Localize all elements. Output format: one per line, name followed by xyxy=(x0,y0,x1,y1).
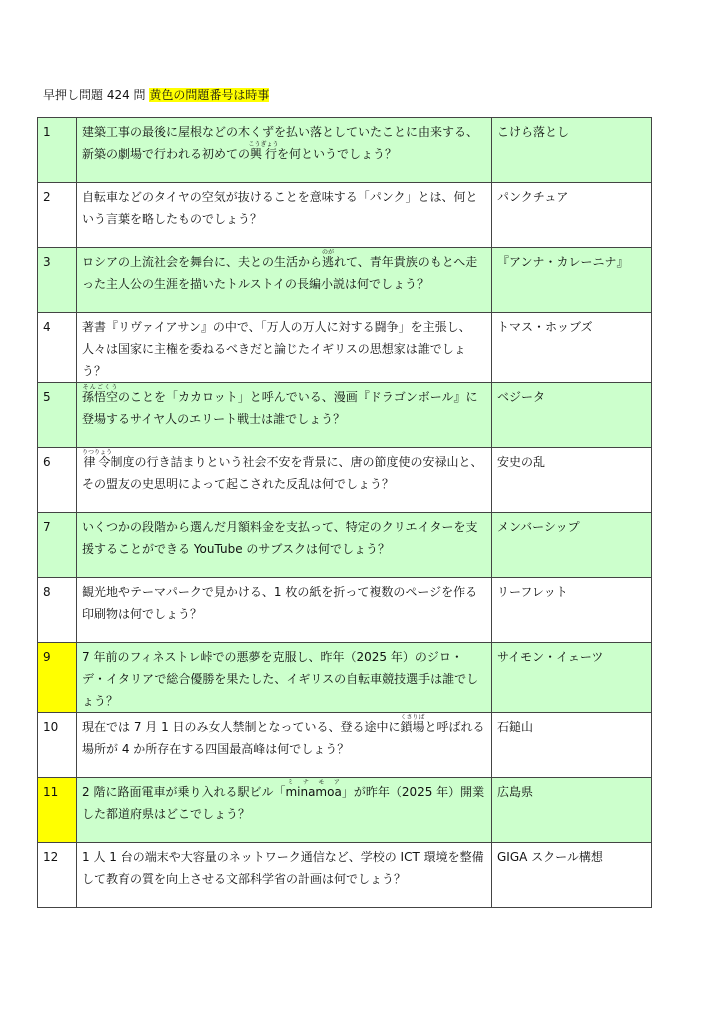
question-number: 11 xyxy=(38,778,77,843)
question-text-part: 建築工事の最後に屋根などの木くずを払い落としていたことに由来する、新築の劇場で行われる初めての xyxy=(82,125,479,161)
furigana-ruby xyxy=(82,449,113,469)
ruby-base: 孫悟空 xyxy=(82,390,119,404)
question-number: 12 xyxy=(38,843,77,908)
ruby-reading: こうぎょう xyxy=(248,141,279,148)
answer-text: 安史の乱 xyxy=(492,448,652,513)
question-text-part: いくつかの段階から選んだ月額料金を支払って、特定のクリエイターを支援することができる YouTube のサブスクは何でしょう？ xyxy=(82,520,478,556)
question-text xyxy=(77,448,492,513)
question-text-part: 2 階に路面電車が乗り入れる駅ビル「 xyxy=(82,785,286,799)
furigana-ruby xyxy=(82,384,119,404)
question-text xyxy=(77,643,492,713)
question-text-part: を何というでしょう？ xyxy=(277,147,398,161)
answer-text: GIGA スクール構想 xyxy=(492,843,652,908)
question-number: 1 xyxy=(38,118,77,183)
question-text xyxy=(77,578,492,643)
quiz-table-body xyxy=(38,118,652,908)
question-number: 8 xyxy=(38,578,77,643)
quiz-row xyxy=(38,313,652,383)
ruby-base: minamoa xyxy=(285,785,342,799)
question-number: 7 xyxy=(38,513,77,578)
question-text-part: 著書『リヴァイアサン』の中で、「万人の万人に対する闘争」を主張し、人々は国家に主権を委ねるべきだと論じたイギリスの思想家は誰でしょう？ xyxy=(82,320,471,378)
ruby-base: 鎖場 xyxy=(400,720,425,734)
answer-text: 石鎚山 xyxy=(492,713,652,778)
quiz-row xyxy=(38,118,652,183)
question-text-part: 制度の行き詰まりという社会不安を背景に、唐の節度使の安禄山と、その盟友の史思明によって起こされた反乱は何でしょう？ xyxy=(82,455,483,491)
question-text-part: 観光地やテーマパークで見かける、1 枚の紙を折って複数のページを作る印刷物は何でしょう？ xyxy=(82,585,478,621)
answer-text: 『アンナ・カレーニナ』 xyxy=(492,248,652,313)
ruby-reading: りつりょう xyxy=(82,449,113,456)
question-text xyxy=(77,778,492,843)
question-text-part: と呼ばれる場所が 4 か所存在する四国最高峰は何でしょう？ xyxy=(82,720,485,756)
ruby-reading: ミ ナ モ ア xyxy=(285,779,342,786)
quiz-row xyxy=(38,578,652,643)
question-number: 5 xyxy=(38,383,77,448)
question-number: 6 xyxy=(38,448,77,513)
question-text xyxy=(77,513,492,578)
question-text-part: 現在では 7 月 1 日のみ女人禁制となっている、登る途中に xyxy=(82,720,401,734)
question-text-part: 7 年前のフィネストレ峠での悪夢を克服し、昨年（2025 年）のジロ・デ・イタリアで総合優勝を果たした、イギリスの自転車競技選手は誰でしょう？ xyxy=(82,650,479,708)
quiz-row xyxy=(38,713,652,778)
ruby-reading: くさりば xyxy=(400,714,425,721)
page-header xyxy=(43,87,269,103)
ruby-base: 逃 xyxy=(322,255,335,269)
question-number: 9 xyxy=(38,643,77,713)
question-number: 10 xyxy=(38,713,77,778)
question-text xyxy=(77,313,492,383)
quiz-row xyxy=(38,843,652,908)
answer-text: リーフレット xyxy=(492,578,652,643)
furigana-ruby xyxy=(322,249,335,269)
question-text-part: 自転車などのタイヤの空気が抜けることを意味する「パンク」とは、何という言葉を略したものでしょう？ xyxy=(82,190,478,226)
question-text-part: ロシアの上流社会を舞台に、夫との生活から xyxy=(82,255,323,269)
question-text-part: 1 人 1 台の端末や大容量のネットワーク通信など、学校の ICT 環境を整備して教育の質を向上させる文部科学省の計画は何でしょう？ xyxy=(82,850,484,886)
quiz-row xyxy=(38,513,652,578)
answer-text: メンバーシップ xyxy=(492,513,652,578)
ruby-reading: のが xyxy=(322,249,335,256)
quiz-row xyxy=(38,383,652,448)
question-number: 4 xyxy=(38,313,77,383)
header-highlight-note: 黄色の問題番号は時事 xyxy=(149,88,270,102)
quiz-row xyxy=(38,448,652,513)
header-title: 早押し問題 424 問 xyxy=(43,88,146,102)
question-text-part: 」が昨年（2025 年）開業した都道府県はどこでしょう？ xyxy=(82,785,485,821)
answer-text: 広島県 xyxy=(492,778,652,843)
answer-text: トマス・ホッブズ xyxy=(492,313,652,383)
question-text-part: のことを「カカロット」と呼んでいる、漫画『ドラゴンボール』に登場するサイヤ人のエリート戦士は誰でしょう？ xyxy=(82,390,478,426)
quiz-row xyxy=(38,778,652,843)
ruby-reading: そんごくう xyxy=(82,384,119,391)
answer-text: サイモン・イェーツ xyxy=(492,643,652,713)
quiz-row xyxy=(38,183,652,248)
furigana-ruby xyxy=(285,779,342,799)
question-number: 3 xyxy=(38,248,77,313)
question-text xyxy=(77,248,492,313)
quiz-row xyxy=(38,248,652,313)
question-number: 2 xyxy=(38,183,77,248)
quiz-row xyxy=(38,643,652,713)
ruby-base: 律令 xyxy=(82,455,113,469)
question-text xyxy=(77,183,492,248)
answer-text: パンクチュア xyxy=(492,183,652,248)
quiz-table xyxy=(37,117,652,908)
answer-text: こけら落とし xyxy=(492,118,652,183)
question-text xyxy=(77,383,492,448)
answer-text: ベジータ xyxy=(492,383,652,448)
furigana-ruby xyxy=(248,141,279,161)
question-text xyxy=(77,843,492,908)
question-text xyxy=(77,118,492,183)
question-text xyxy=(77,713,492,778)
furigana-ruby xyxy=(400,714,425,734)
ruby-base: 興行 xyxy=(248,147,279,161)
question-text-part: れて、青年貴族のもとへ走った主人公の生涯を描いたトルストイの長編小説は何でしょう？ xyxy=(82,255,478,291)
